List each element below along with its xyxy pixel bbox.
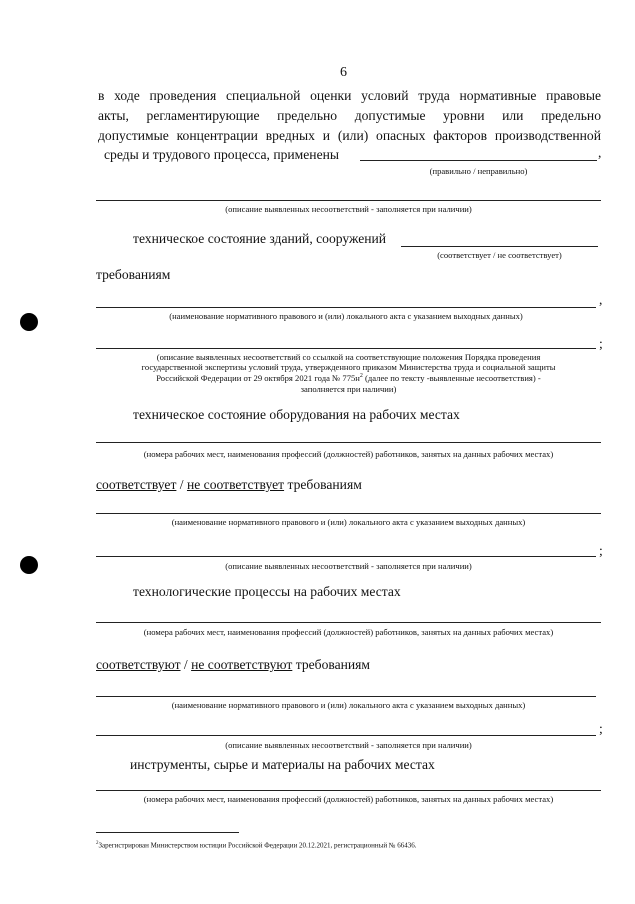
processes-status: [96, 655, 370, 674]
binder-hole-top: [20, 313, 38, 331]
caption-long-3a: Российской Федерации от 29 октября 2021 года № 775н: [156, 373, 360, 383]
equipment-status-no[interactable]: не соответствует: [186, 477, 285, 492]
caption-long-4: заполняется при наличии): [300, 384, 397, 394]
caption-buildings-status: (соответствует / не соответствует): [437, 250, 562, 260]
buildings-label: техническое состояние зданий, сооружений: [133, 231, 387, 246]
para1-nonconformity-line[interactable]: [96, 200, 601, 201]
caption-equipment-act: (наименование нормативного правового и (или) локального акта с указанием выходных данных): [171, 517, 526, 527]
buildings-status-line[interactable]: [401, 246, 598, 247]
equipment-status-yes[interactable]: соответствует: [96, 477, 177, 492]
caption-long-1: (описание выявленных несоответствий со ссылкой на соответствующие положения Порядка проведения: [156, 352, 541, 362]
processes-nonconformity-line[interactable]: [96, 735, 596, 736]
footnote-separator: [96, 832, 239, 833]
equipment-slash: /: [176, 477, 187, 492]
equipment-nonconformity-line[interactable]: [96, 556, 596, 557]
buildings-nonconformity-line[interactable]: [96, 348, 596, 349]
footnote-ref: 2: [359, 373, 363, 380]
tools-workplaces-line[interactable]: [96, 790, 601, 791]
caption-tools-workplaces: (номера рабочих мест, наименования профессий (должностей) работников, занятых на данных рабочих местах): [143, 794, 554, 804]
caption-equipment-workplaces: (номера рабочих мест, наименования профессий (должностей) работников, занятых на данных рабочих местах): [143, 449, 554, 459]
caption-para1-nonconformity: (описание выявленных несоответствий - заполняется при наличии): [225, 204, 472, 214]
footnote-mark: 2: [96, 841, 99, 846]
para1-line2: акты, регламентирующие предельно допустимые уровни или предельно: [98, 108, 601, 123]
page-number: 6: [340, 65, 347, 80]
buildings-semicolon: ;: [599, 336, 603, 351]
equipment-requirements: требованиям: [284, 477, 362, 492]
footnote: [96, 841, 417, 849]
caption-long-2: государственной экспертизы условий труда, утвержденного приказом Министерства труда и социальной защиты: [141, 362, 556, 372]
equipment-workplaces-line[interactable]: [96, 442, 601, 443]
processes-semicolon: ;: [599, 721, 603, 736]
processes-label: технологические процессы на рабочих местах: [133, 584, 401, 599]
processes-requirements: требованиям: [292, 657, 371, 672]
caption-equipment-nonconformity: (описание выявленных несоответствий - заполняется при наличии): [225, 561, 472, 571]
equipment-status: [96, 475, 362, 494]
processes-slash: /: [180, 657, 192, 672]
caption-applied: (правильно / неправильно): [429, 166, 528, 176]
footnote-text: Зарегистрирован Министерством юстиции Российской Федерации 20.12.2021, регистрационный № 66436.: [98, 841, 417, 850]
buildings-comma: ,: [599, 292, 603, 307]
equipment-act-line[interactable]: [96, 513, 601, 514]
caption-long-3: [96, 373, 601, 383]
para1-line4: среды и трудового процесса, применены: [104, 147, 340, 162]
processes-workplaces-line[interactable]: [96, 622, 601, 623]
caption-long-3b: (далее по тексту -выявленные несоответствия) -: [362, 373, 541, 383]
caption-processes-workplaces: (номера рабочих мест, наименования профессий (должностей) работников, занятых на данных рабочих местах): [143, 627, 554, 637]
buildings-requirements: требованиям: [96, 267, 171, 282]
processes-status-yes[interactable]: соответствуют: [96, 657, 181, 672]
caption-buildings-act: (наименование нормативного правового и (или) локального акта с указанием выходных данных): [169, 311, 523, 321]
tools-label: инструменты, сырье и материалы на рабочих местах: [130, 757, 435, 772]
para1-comma: ,: [598, 145, 602, 160]
caption-processes-act: (наименование нормативного правового и (или) локального акта с указанием выходных данных): [171, 700, 526, 710]
caption-processes-nonconformity: (описание выявленных несоответствий - заполняется при наличии): [225, 740, 472, 750]
para1-line3: допустимые концентрации вредных и (или) опасных факторов производственной: [98, 128, 601, 143]
equipment-semicolon: ;: [599, 543, 603, 558]
equipment-label: техническое состояние оборудования на рабочих местах: [133, 407, 460, 422]
processes-act-line[interactable]: [96, 696, 596, 697]
applied-fill-line[interactable]: [360, 160, 597, 161]
para1-line1: в ходе проведения специальной оценки условий труда нормативные правовые: [98, 88, 601, 103]
buildings-act-line[interactable]: [96, 307, 596, 308]
processes-status-no[interactable]: не соответствуют: [191, 657, 293, 672]
binder-hole-bottom: [20, 556, 38, 574]
